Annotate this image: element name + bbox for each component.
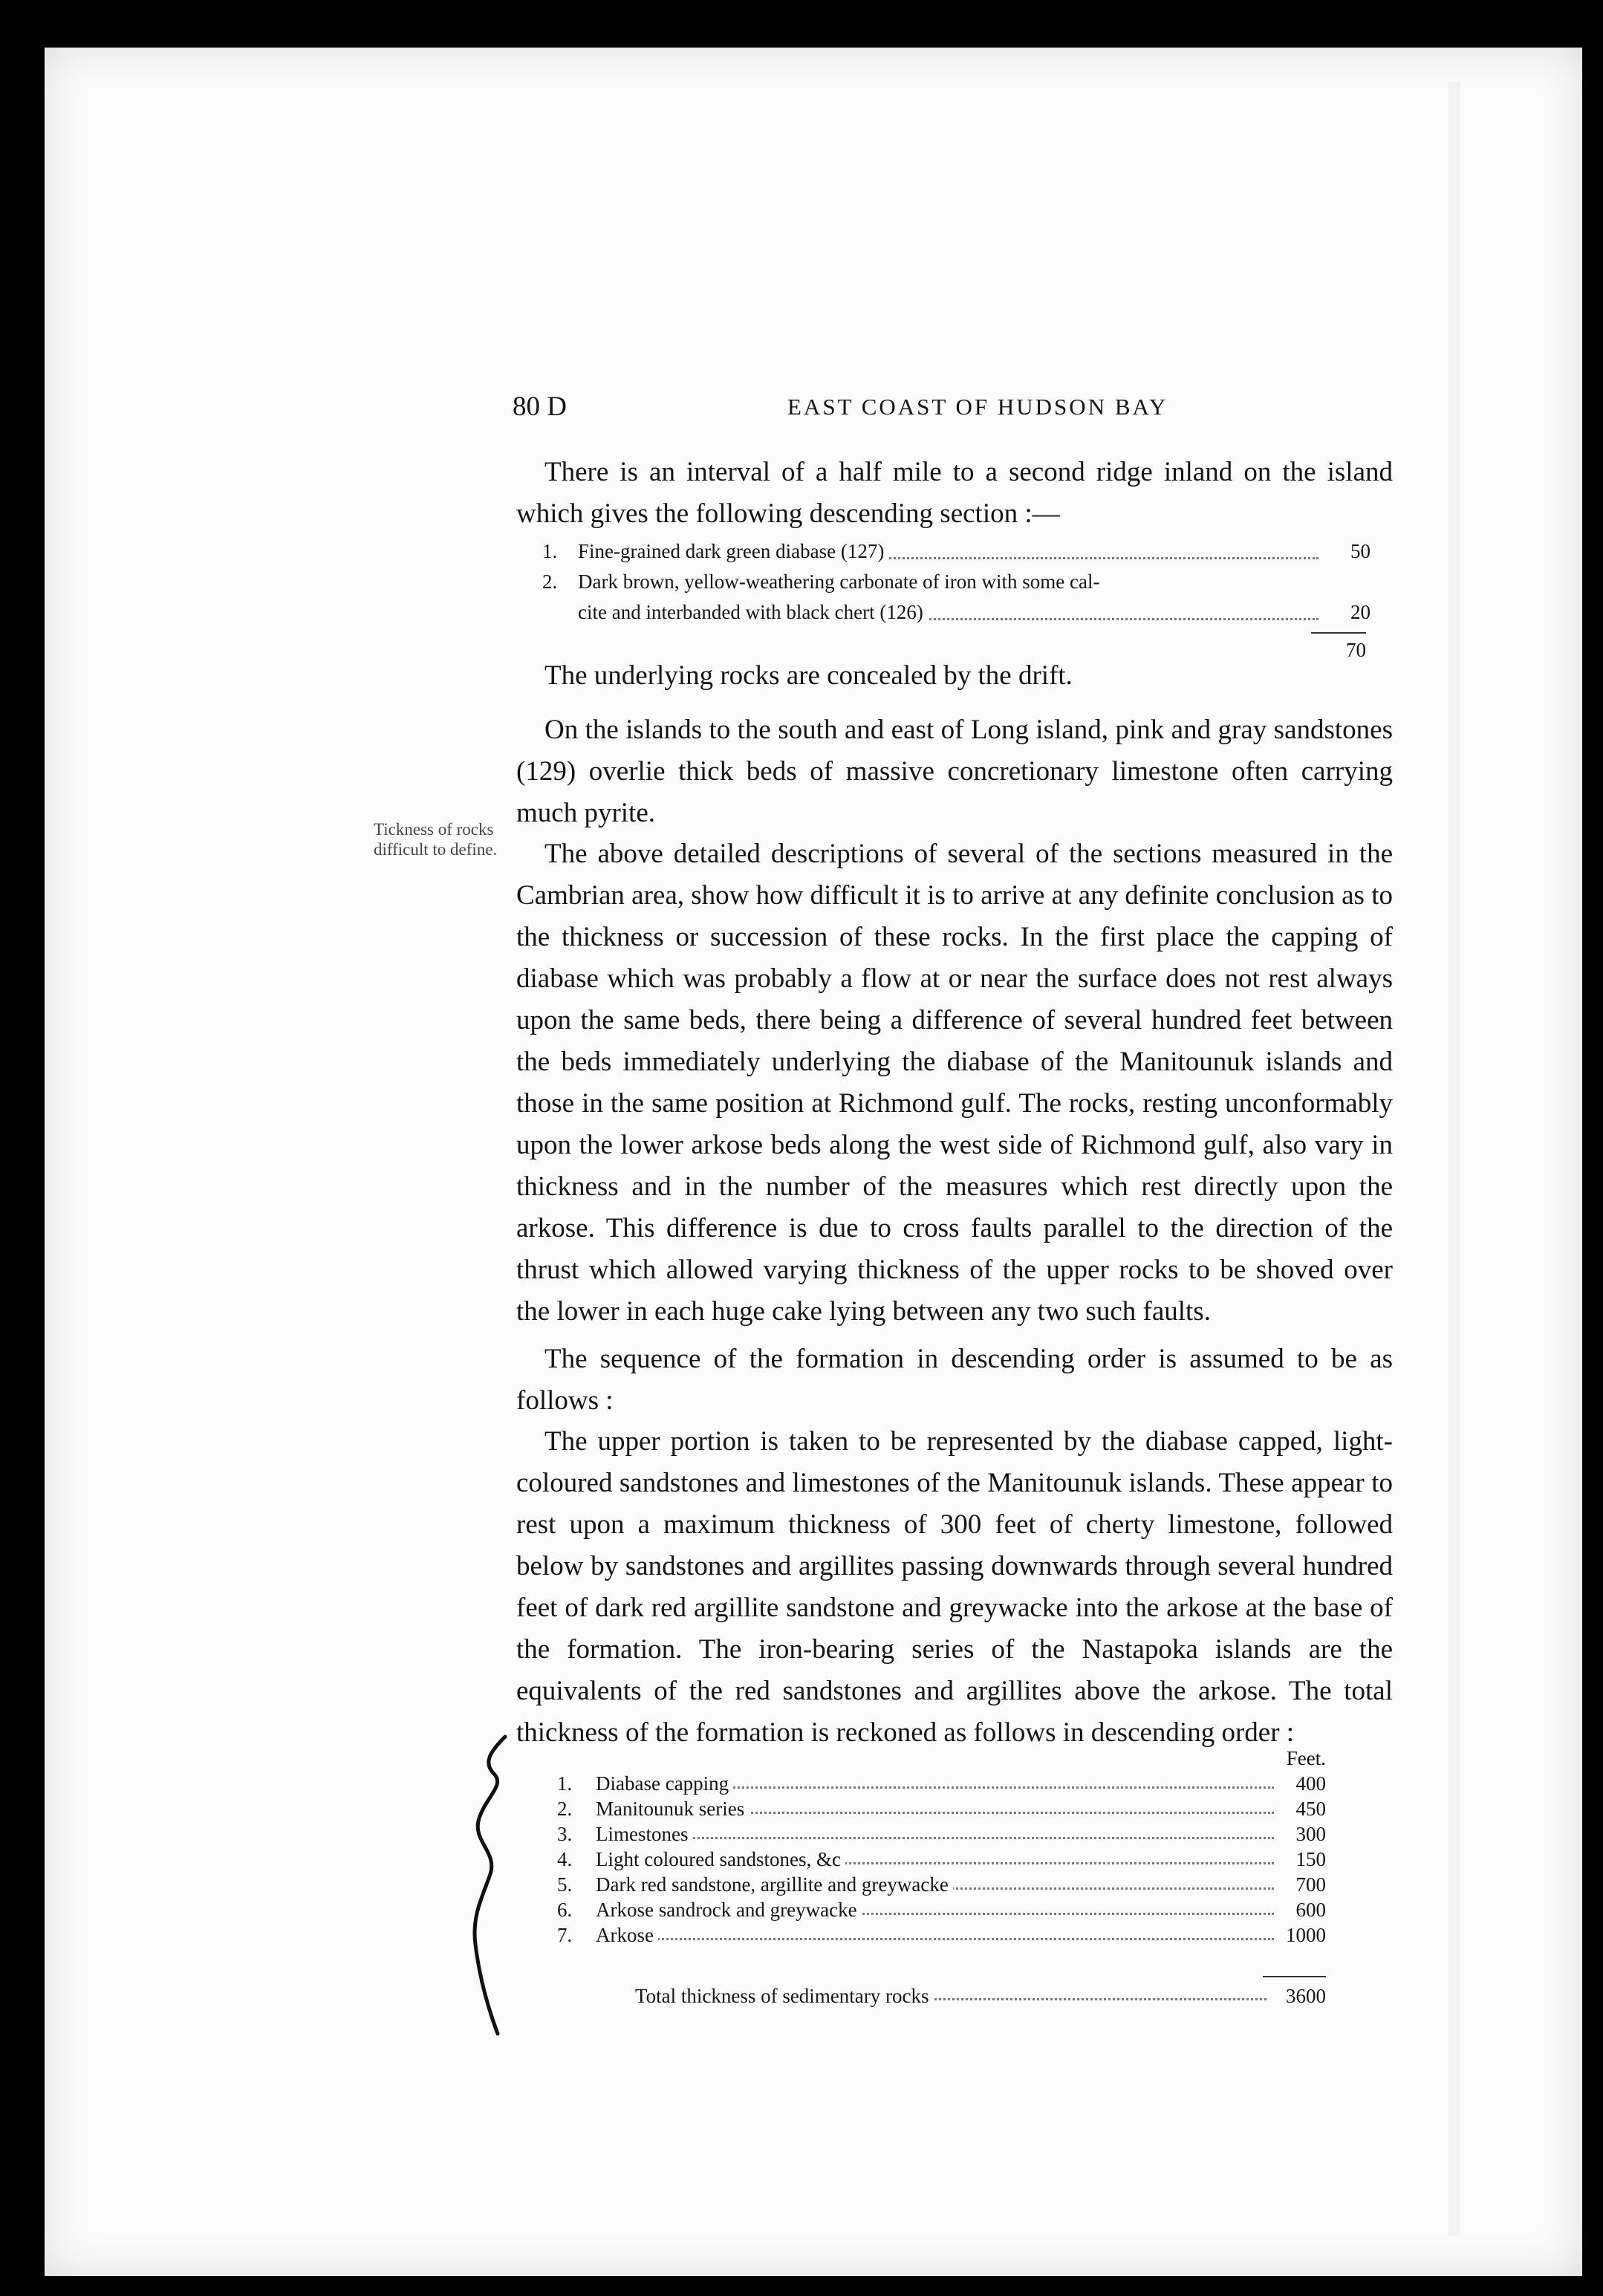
row-value: 50 <box>1350 540 1370 562</box>
paragraph-thickness: The above detailed descriptions of several of the sections measured in the Cambrian area, show how difficult it is to arrive at any definite conclusion as to the thickness or succession of these rocks. In the first place the capping of diabase which was probably a flow at or near the surface does not rest always upon the same beds, there being a difference of several hundred feet between the beds immediately underlying the diabase of the Manitounuk islands and those in the same position at Richmond gulf. The rocks, resting unconformably upon the lower arkose beds along the west side of Richmond gulf, also vary in thickness and in the number of the measures which rest directly upon the arkose. This difference is due to cross faults parallel to the direction of the thrust which allowed varying thickness of the upper rocks to be shoved over the lower in each huge cake lying between any two such faults. <box>516 839 1393 1327</box>
strata-row <box>557 1872 1326 1897</box>
sum-rule <box>1311 632 1366 634</box>
row-value: 1000 <box>1286 1924 1326 1946</box>
row-number: 6. <box>557 1899 573 1921</box>
row-text: Fine-grained dark green diabase (127) <box>578 540 888 562</box>
page-header <box>513 391 1404 435</box>
row-number: 5. <box>557 1873 573 1896</box>
row-number: 2. <box>542 570 558 593</box>
scan-artifact <box>1448 82 1460 2236</box>
paragraph-upper-portion: The upper portion is taken to be represented by the diabase capped, light-coloured sandstones and limestones of the Manitounuk islands. These appear to rest upon a maximum thickness of 300 feet of cherty limestone, followed below by sandstones and argillites passing downwards through several hundred feet of dark red argillite sandstone and greywacke into the arkose at the base of the formation. The iron-bearing series of the Nastapoka islands are the equivalents of the red sandstones and argillites above the arkose. The total thickness of the formation is reckoned as follows in descending order : <box>516 1426 1393 1748</box>
section-table <box>542 536 1370 628</box>
strata-row <box>557 1897 1326 1922</box>
row-value: 20 <box>1350 601 1370 623</box>
section-row-continuation <box>542 597 1370 628</box>
feet-header: Feet. <box>1286 1747 1326 1769</box>
section-row <box>542 536 1370 567</box>
row-text: Light coloured sandstones, &c <box>596 1848 845 1870</box>
strata-row <box>557 1796 1326 1821</box>
total-label: Total thickness of sedimentary rocks <box>635 1985 934 2007</box>
page-number: 80 D <box>513 391 567 422</box>
handwritten-brace-mark <box>464 1722 531 2049</box>
row-value: 600 <box>1295 1899 1326 1921</box>
row-text: Diabase capping <box>596 1772 733 1795</box>
strata-row <box>557 1771 1326 1796</box>
row-value: 150 <box>1295 1848 1326 1870</box>
row-number: 4. <box>557 1848 573 1870</box>
row-value: 400 <box>1295 1772 1326 1795</box>
row-text: Limestones <box>596 1823 692 1845</box>
row-number: 7. <box>557 1924 573 1946</box>
section-total: 70 <box>1346 639 1366 661</box>
paragraph-sequence: The sequence of the formation in descending order is assumed to be as follows : <box>516 1344 1393 1416</box>
strata-row <box>557 1922 1326 1948</box>
total-value: 3600 <box>1286 1985 1326 2007</box>
row-value: 700 <box>1295 1873 1326 1896</box>
row-value: 300 <box>1295 1823 1326 1845</box>
row-text: Dark brown, yellow-weathering carbonate of iron with some cal- <box>578 570 1100 593</box>
paragraph-interval: There is an interval of a half mile to a second ridge inland on the island which gives the following descending section :— <box>516 457 1393 529</box>
section-row <box>542 567 1370 597</box>
row-text-continuation: cite and interbanded with black chert (126) <box>578 601 928 623</box>
paragraph-islands: On the islands to the south and east of Long island, pink and gray sandstones (129) overlie thick beds of massive concretionary limestone often carrying much pyrite. <box>516 715 1393 828</box>
row-text: Arkose sandrock and greywacke <box>596 1899 862 1921</box>
row-number: 1. <box>542 540 558 562</box>
margin-note: Tickness of rocks difficult to define. <box>374 820 498 859</box>
strata-table <box>557 1771 1326 1948</box>
row-text: Arkose <box>596 1924 658 1946</box>
row-number: 3. <box>557 1823 573 1845</box>
row-text: Dark red sandstone, argillite and greywacke <box>596 1873 953 1896</box>
row-text: Manitounuk series <box>596 1798 749 1820</box>
strata-row <box>557 1847 1326 1872</box>
sum-rule <box>1263 1976 1326 1977</box>
strata-total-row <box>635 1985 1326 2008</box>
row-number: 1. <box>557 1772 573 1795</box>
row-value: 450 <box>1295 1798 1326 1820</box>
strata-row <box>557 1821 1326 1847</box>
running-title: EAST COAST OF HUDSON BAY <box>787 394 1168 420</box>
row-number: 2. <box>557 1798 573 1820</box>
paragraph-drift: The underlying rocks are concealed by the drift. <box>544 660 1073 691</box>
